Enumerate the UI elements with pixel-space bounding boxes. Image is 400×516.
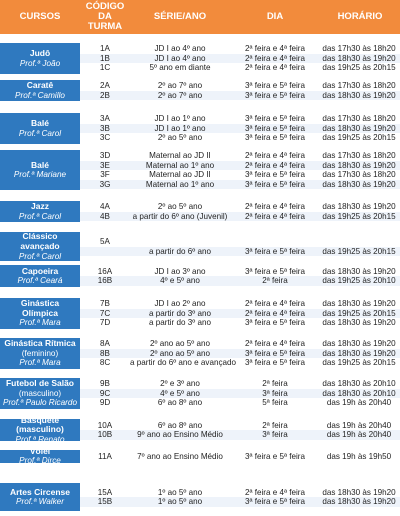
class-days: 3ª feira e 5ª feira — [245, 246, 305, 256]
class-time: das 18h30 às 19h20 — [322, 299, 396, 308]
class-days: 2ª feira e 4ª feira — [245, 339, 305, 348]
class-grade: a partir do 3º ano — [149, 308, 211, 318]
course-subtitle: (masculino) — [18, 388, 62, 398]
class-code: 9B — [100, 379, 110, 388]
class-code: 3B — [100, 123, 110, 133]
class-grade: Maternal ao JD II — [149, 151, 211, 160]
class-time: das 18h30 às 20h10 — [322, 388, 396, 398]
class-grade — [130, 237, 230, 247]
class-time — [318, 237, 400, 247]
class-code: 16A — [97, 266, 113, 276]
class-code: 16B — [97, 276, 113, 286]
class-days: 3ª feira e 5ª feira — [245, 451, 305, 461]
course-name: Jazz — [31, 201, 49, 211]
class-grade: a partir do 6º ano (Juvenil) — [132, 211, 228, 221]
class-days: 2ª feira — [262, 379, 288, 388]
course-name: Artes Circense — [9, 486, 70, 497]
class-time: das 19h25 às 20h15 — [322, 358, 396, 368]
class-time: das 19h25 às 20h15 — [322, 211, 396, 221]
table-header — [0, 0, 400, 34]
class-days: 3ª feira e 5ª feira — [245, 497, 305, 507]
course-name: Ginástica Rítmica — [4, 338, 76, 349]
class-code: 1C — [99, 63, 111, 73]
class-code: 1A — [100, 44, 110, 53]
class-time: das 18h30 às 20h10 — [322, 379, 396, 388]
class-days: 2ª feira e 4ª feira — [245, 487, 305, 497]
class-days: 2ª feira e 4ª feira — [245, 53, 305, 63]
class-time: das 19h às 19h50 — [326, 451, 392, 461]
course-label — [0, 201, 80, 222]
class-days: 2ª feira e 4ª feira — [245, 308, 305, 318]
class-grade: Maternal ao JD II — [149, 170, 211, 180]
class-grade: 2º ao 5º ano — [157, 133, 203, 143]
course-professor: Prof.ª Carol — [18, 251, 62, 261]
course-professor: Prof.ª Carol — [18, 128, 62, 138]
course-professor: Prof.ª Mara — [19, 358, 61, 368]
class-grade: 2º e 3º ano — [160, 379, 200, 388]
class-days: 3ª feira e 5ª feira — [245, 133, 305, 143]
header-dia: DIA — [266, 11, 284, 23]
class-time: das 18h30 às 19h20 — [322, 53, 396, 63]
course-label — [0, 80, 80, 101]
course-professor: Prof.ª Renato — [15, 435, 65, 445]
class-days: 3ª feira e 5ª feira — [245, 318, 305, 328]
course-label — [0, 113, 80, 144]
course-professor: Prof.ª João — [19, 58, 61, 68]
course-name: Ginástica Olímpica — [20, 297, 60, 318]
class-grade: a partir do 6º ano e avançado — [130, 358, 237, 368]
course-name: Caratê — [26, 80, 54, 90]
class-grade: 2º ao 7º ano — [157, 90, 203, 100]
class-code: 3G — [99, 179, 111, 189]
class-days: 2ª feira e 4ª feira — [245, 151, 305, 160]
class-code: 1B — [100, 53, 110, 63]
class-time: das 18h30 às 19h20 — [322, 318, 396, 328]
class-days: 3ª feira e 5ª feira — [245, 266, 305, 276]
course-professor: Prof.ª Paulo Ricardo — [2, 398, 78, 408]
class-code: 4A — [100, 202, 110, 211]
class-code — [80, 247, 130, 257]
class-time: das 19h25 às 20h15 — [322, 63, 396, 73]
class-time: das 18h30 às 19h20 — [322, 487, 396, 497]
class-time: das 17h30 às 18h20 — [322, 44, 396, 53]
class-time: das 19h às 20h40 — [326, 430, 392, 440]
class-grade: a partir do 3º ano — [149, 318, 211, 328]
course-name: Clássico avançado — [20, 231, 60, 251]
class-time: das 19h25 às 20h10 — [322, 276, 396, 286]
class-days: 5ª feira — [262, 398, 288, 408]
class-grade: 6º ao 8º ano — [157, 420, 203, 430]
class-days: 2ª feira e 4ª feira — [245, 211, 305, 221]
class-days: 3ª feira e 5ª feira — [245, 348, 305, 358]
course-label — [0, 43, 80, 74]
class-days: 3ª feira e 5ª feira — [245, 358, 305, 368]
class-grade: 2º ano ao 5º ano — [150, 348, 210, 358]
course-professor: Prof.ª Camillo — [15, 90, 65, 100]
class-grade: Maternal ao 1º ano — [145, 160, 215, 170]
class-days: 3ª feira e 5ª feira — [245, 81, 305, 90]
course-name: Vôlei — [29, 445, 51, 456]
class-code: 7C — [99, 308, 111, 318]
class-grade: JD I ao 4º ano — [154, 44, 206, 53]
course-label — [0, 414, 80, 445]
class-grade: 4º e 5º ano — [160, 276, 200, 286]
class-time: das 18h30 às 19h20 — [322, 339, 396, 348]
class-grade: 6º ao 8º ano — [157, 398, 203, 408]
course-professor: Prof.ª Mara — [19, 318, 61, 328]
class-code: 8A — [100, 339, 110, 348]
class-code: 3E — [100, 160, 110, 170]
class-days: 2ª feira — [262, 276, 288, 286]
class-code: 3C — [99, 133, 111, 143]
class-days: 3ª feira e 5ª feira — [245, 90, 305, 100]
class-days: 3ª feira e 5ª feira — [245, 123, 305, 133]
course-label — [0, 338, 80, 369]
class-grade: 7º ano ao Ensino Médio — [137, 451, 223, 461]
class-grade: 1º ao 5º ano — [157, 497, 203, 507]
class-grade: 2º ao 7º ano — [157, 81, 203, 90]
class-code: 7D — [99, 318, 111, 328]
class-code: 3F — [100, 170, 110, 180]
class-days: 3ª feira — [262, 430, 288, 440]
course-label — [0, 378, 80, 409]
course-label — [0, 150, 80, 190]
course-subtitle: (feminino) — [21, 348, 59, 358]
class-code: 3D — [99, 151, 111, 160]
class-days: 2ª feira e 4ª feira — [245, 299, 305, 308]
class-time: das 18h30 às 19h20 — [322, 348, 396, 358]
course-name: Balé — [31, 159, 49, 170]
course-professor: Prof.ª Mariane — [13, 170, 67, 180]
class-time: das 18h30 às 19h20 — [322, 202, 396, 211]
class-days: 3ª feira e 5ª feira — [245, 114, 305, 123]
class-time: das 17h30 às 18h20 — [322, 114, 396, 123]
class-days: 2ª feira e 4ª feira — [245, 44, 305, 53]
class-grade: 4º e 5º ano — [160, 388, 200, 398]
class-code: 7B — [100, 299, 110, 308]
class-code: 10A — [97, 420, 113, 430]
course-name: Capoeira — [21, 265, 59, 276]
class-code: 3A — [100, 114, 110, 123]
class-time: das 19h às 20h40 — [326, 420, 392, 430]
class-time: das 19h às 20h40 — [326, 398, 392, 408]
class-code: 5A — [100, 237, 110, 246]
class-grade: a partir do 6º ano — [149, 246, 211, 256]
class-grade: JD I ao 3º ano — [154, 266, 206, 276]
class-time: das 18h30 às 19h20 — [322, 160, 396, 170]
class-time: das 17h30 às 18h20 — [322, 170, 396, 180]
class-time: das 18h30 às 19h20 — [322, 179, 396, 189]
header-codigo — [80, 0, 130, 34]
class-code: 15A — [97, 487, 113, 497]
class-grade: 1º ao 5º ano — [157, 487, 203, 497]
header-codigo-line2: TURMA — [87, 20, 123, 32]
class-code: 9C — [99, 388, 111, 398]
class-grade: Maternal ao 1º ano — [145, 179, 215, 189]
class-time: das 19h25 às 20h15 — [322, 308, 396, 318]
header-codigo-line1: CÓDIGO DA — [85, 1, 125, 23]
class-time: das 18h30 às 19h20 — [322, 90, 396, 100]
course-label — [0, 445, 80, 466]
header-cursos: CURSOS — [19, 11, 61, 23]
course-professor: Prof.ª Walker — [16, 497, 64, 507]
class-time: das 17h30 às 18h20 — [322, 151, 396, 160]
class-code: 9D — [99, 398, 111, 408]
class-days: 2ª feira — [262, 420, 288, 430]
course-name: Balé — [31, 117, 49, 128]
class-code: 15B — [97, 497, 113, 507]
course-label — [0, 298, 80, 329]
header-serie: SÉRIE/ANO — [153, 11, 207, 23]
class-time: das 18h30 às 19h20 — [322, 266, 396, 276]
class-days: 3ª feira — [262, 388, 288, 398]
class-grade: 5º ano em diante — [149, 63, 211, 73]
class-time: das 17h30 às 18h20 — [322, 81, 396, 90]
class-days: 2ª feira e 4ª feira — [245, 202, 305, 211]
class-time: das 18h30 às 19h20 — [322, 123, 396, 133]
class-days: 2ª feira e 4ª feira — [245, 160, 305, 170]
class-time: das 19h25 às 20h15 — [322, 133, 396, 143]
class-grade: JD I ao 2º ano — [154, 299, 206, 308]
course-name: Judô — [29, 47, 51, 58]
class-grade: JD I ao 1º ano — [154, 114, 206, 123]
course-professor: Prof.ª Carol — [18, 211, 62, 221]
course-label — [0, 232, 80, 261]
class-code: 8B — [100, 348, 110, 358]
course-name: Basquete (masculino) — [16, 414, 64, 435]
class-days: 3ª feira e 5ª feira — [245, 170, 305, 180]
class-grade: JD I ao 1º ano — [154, 123, 206, 133]
class-time: das 19h25 às 20h15 — [322, 246, 396, 256]
class-code: 2A — [100, 81, 110, 90]
class-time: das 18h30 às 19h20 — [322, 497, 396, 507]
class-code: 8C — [99, 358, 111, 368]
header-horario: HORÁRIO — [337, 11, 383, 23]
class-code: 11A — [98, 451, 112, 461]
class-days — [230, 237, 320, 247]
course-name: Futebol de Salão — [5, 378, 74, 389]
class-days: 2ª feira e 4ª feira — [245, 63, 305, 73]
class-code: 4B — [100, 211, 110, 221]
class-grade: JD I ao 4º ano — [154, 53, 206, 63]
course-professor: Prof.ª Ceará — [17, 276, 63, 286]
course-professor: Prof.ª Dirce — [19, 456, 61, 466]
course-label — [0, 483, 80, 511]
class-grade: 2º ao 5º ano — [157, 202, 203, 211]
class-days: 3ª feira e 5ª feira — [245, 179, 305, 189]
class-code: 2B — [100, 90, 110, 100]
class-grade: 9º ano ao Ensino Médio — [137, 430, 223, 440]
class-grade: 2º ano ao 5º ano — [150, 339, 210, 348]
course-label — [0, 265, 80, 287]
class-code: 10B — [97, 430, 113, 440]
